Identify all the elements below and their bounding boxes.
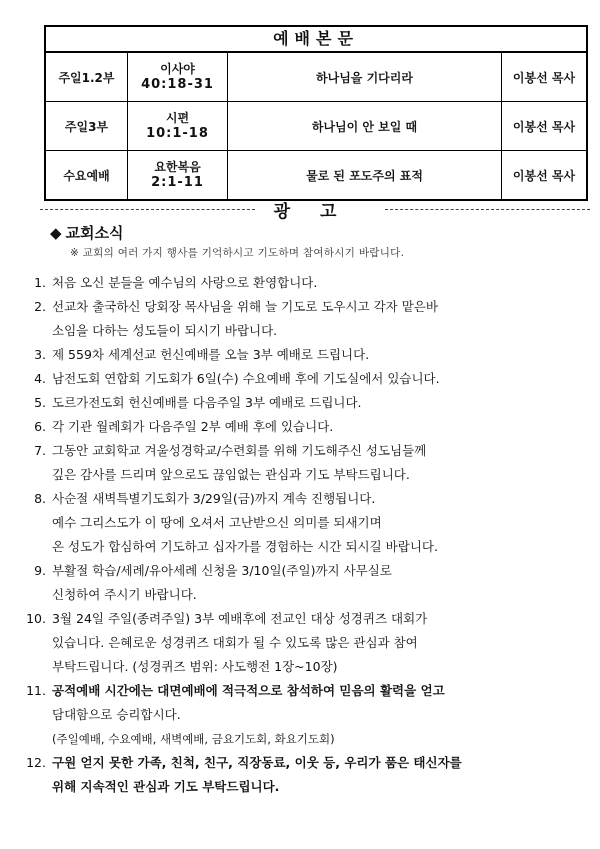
announcements-title: 광고 <box>273 202 367 222</box>
item-number: 8. <box>34 491 46 506</box>
item-text-line: 선교차 출국하신 당회장 목사님을 위해 늘 기도로 도우시고 각자 맡은바 <box>52 299 438 314</box>
announcement-item <box>16 367 586 391</box>
service-name: 수요예배 <box>46 151 128 199</box>
item-number: 6. <box>34 419 46 434</box>
sermon-title: 하나님이 안 보일 때 <box>228 102 502 150</box>
scripture-verse: 40:18-31 <box>141 77 214 92</box>
item-text-line: 공적예배 시간에는 대면예배에 적극적으로 참석하여 믿음의 활력을 얻고 <box>52 683 445 698</box>
item-number: 4. <box>34 371 46 386</box>
item-text-line: 부활절 학습/세례/유아세례 신청을 3/10일(주일)까지 사무실로 <box>52 563 392 578</box>
item-number: 12. <box>26 755 46 770</box>
scripture-reference <box>128 53 228 101</box>
item-text-line: 있습니다. 은혜로운 성경퀴즈 대회가 될 수 있도록 많은 관심과 참여 <box>52 635 418 650</box>
preacher-name: 이봉선 목사 <box>512 119 576 134</box>
announcement-item <box>16 751 586 799</box>
item-number: 5. <box>34 395 46 410</box>
announcement-item <box>16 391 586 415</box>
item-text-line: 담대함으로 승리합시다. <box>52 707 181 722</box>
item-text-line: 위해 지속적인 관심과 기도 부탁드립니다. <box>52 779 280 794</box>
announcement-item <box>16 559 586 607</box>
item-text-line: 남전도회 연합회 기도회가 6일(수) 수요예배 후에 기도실에서 있습니다. <box>52 371 440 386</box>
section-heading <box>50 222 124 243</box>
dashed-divider <box>385 209 590 210</box>
item-number: 3. <box>34 347 46 362</box>
announcements-header <box>40 196 590 220</box>
announcement-item <box>16 343 586 367</box>
item-text-line: 온 성도가 합심하여 기도하고 십자가를 경험하는 시간 되시길 바랍니다. <box>52 539 438 554</box>
item-text-line: 도르가전도회 헌신예배를 다음주일 3부 예배로 드립니다. <box>52 395 362 410</box>
sermon-title: 물로 된 포도주의 표적 <box>228 151 502 199</box>
item-text-line: 예수 그리스도가 이 땅에 오셔서 고난받으신 의미를 되새기며 <box>52 515 382 530</box>
item-number: 2. <box>34 299 46 314</box>
section-note: ※ 교회의 여러 가지 행사를 기억하시고 기도하며 참여하시기 바랍니다. <box>70 247 405 259</box>
announcement-item <box>16 271 586 295</box>
sermon-row <box>46 101 586 150</box>
item-text-line: 부탁드립니다. (성경퀴즈 범위: 사도행전 1장~10장) <box>52 659 338 674</box>
item-text-line: 그동안 교회학교 겨울성경학교/수련회를 위해 기도해주신 성도님들께 <box>52 443 427 458</box>
scripture-verse: 2:1-11 <box>151 175 204 190</box>
item-text-line: 제 559차 세계선교 헌신예배를 오늘 3부 예배로 드립니다. <box>52 347 370 362</box>
item-text-line: 사순절 새벽특별기도회가 3/29일(금)까지 계속 진행됩니다. <box>52 491 376 506</box>
announcement-item <box>16 295 586 343</box>
item-text-line: 깊은 감사를 드리며 앞으로도 끊임없는 관심과 기도 부탁드립니다. <box>52 467 410 482</box>
announcement-item <box>16 439 586 487</box>
preacher-name: 이봉선 목사 <box>512 70 576 85</box>
item-text-line: 구원 얻지 못한 가족, 친척, 친구, 직장동료, 이웃 등, 우리가 품은 태신자를 <box>52 755 462 770</box>
announcement-item <box>16 415 586 439</box>
dashed-divider <box>40 209 255 210</box>
scripture-book: 이사야 <box>160 62 195 76</box>
item-number: 9. <box>34 563 46 578</box>
item-text-line: (주일예배, 수요예배, 새벽예배, 금요기도회, 화요기도회) <box>52 732 335 746</box>
announcement-item <box>16 487 586 559</box>
sermon-title: 하나님을 기다리라 <box>228 53 502 101</box>
item-text-line: 각 기관 월례회가 다음주일 2부 예배 후에 있습니다. <box>52 419 334 434</box>
item-number: 10. <box>26 611 46 626</box>
scripture-verse: 10:1-18 <box>146 126 209 141</box>
announcement-list <box>16 271 586 799</box>
sermon-row <box>46 150 586 199</box>
scripture-book: 시편 <box>165 111 190 125</box>
item-text-line: 소임을 다하는 성도들이 되시기 바랍니다. <box>52 323 278 338</box>
scripture-reference <box>128 102 228 150</box>
preacher-name: 이봉선 목사 <box>512 168 576 183</box>
scripture-reference <box>128 151 228 199</box>
item-number: 1. <box>34 275 46 290</box>
item-text-line: 3월 24일 주일(종려주일) 3부 예배후에 전교인 대상 성경퀴즈 대회가 <box>52 611 428 626</box>
sermon-row <box>46 52 586 101</box>
item-number: 7. <box>34 443 46 458</box>
scripture-book: 요한복음 <box>154 160 201 174</box>
announcement-item <box>16 679 586 751</box>
item-number: 11. <box>26 683 46 698</box>
announcement-item <box>16 607 586 679</box>
sermon-table <box>44 25 588 201</box>
service-name: 주일3부 <box>46 102 128 150</box>
diamond-icon: ◆ <box>50 224 62 242</box>
sermon-table-title: 예배본문 <box>46 27 586 52</box>
item-text-line: 신청하여 주시기 바랍니다. <box>52 587 197 602</box>
section-title: 교회소식 <box>65 224 124 242</box>
service-name: 주일1.2부 <box>46 53 128 101</box>
item-text-line: 처음 오신 분들을 예수님의 사랑으로 환영합니다. <box>52 275 318 290</box>
